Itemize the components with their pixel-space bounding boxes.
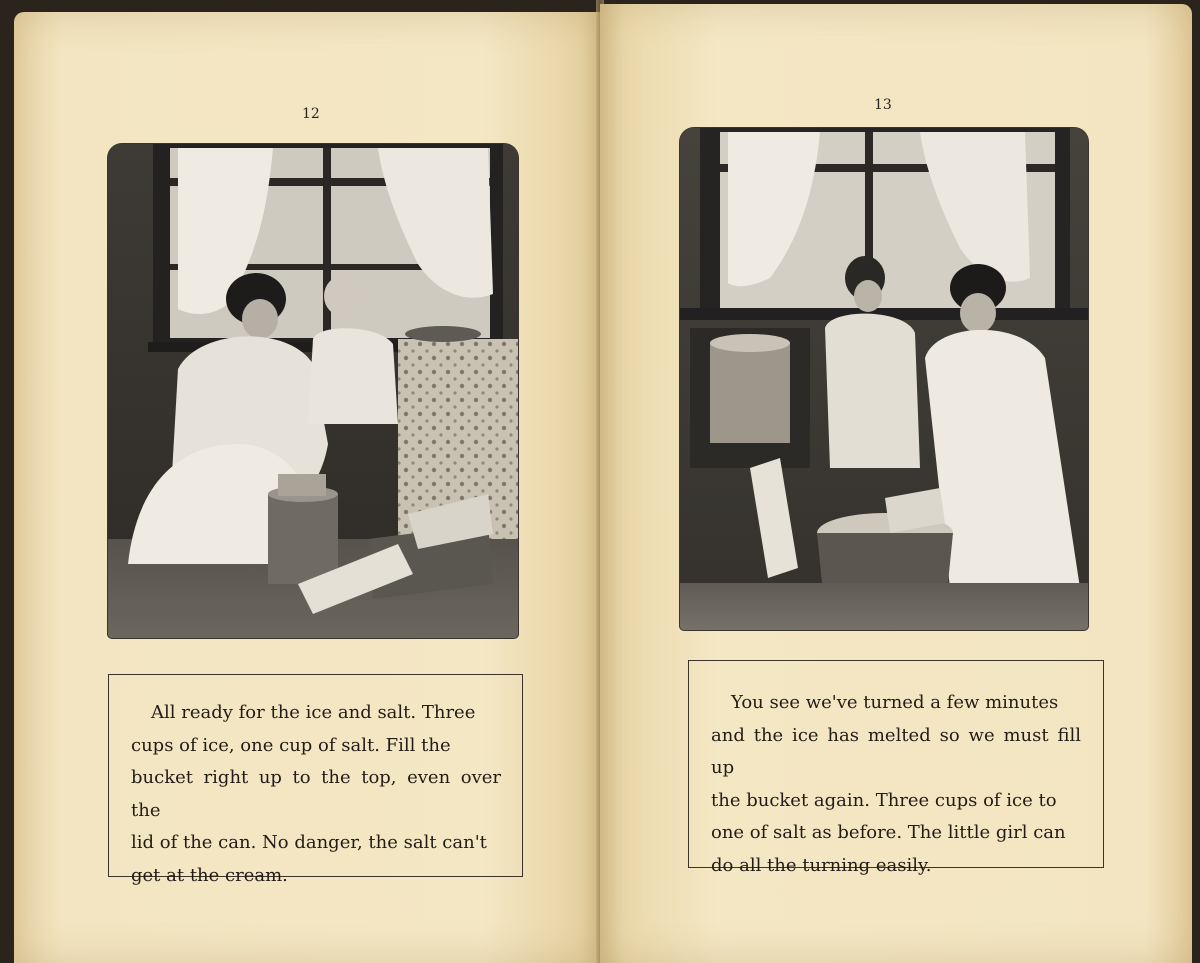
caption-right-line-2: and the ice has melted so we must fill up [711, 724, 1081, 778]
left-page [14, 12, 600, 963]
photo-woman-and-girl-packing-freezer [108, 144, 518, 638]
caption-right-line-4: one of salt as before. The little girl can [711, 822, 1066, 843]
caption-left [131, 697, 501, 892]
caption-left-line-5: get at the cream. [131, 864, 288, 886]
caption-right-line-1: You see we've turned a few minutes [731, 692, 1059, 713]
caption-right-line-5: do all the turning easily. [711, 854, 932, 876]
caption-right [711, 687, 1081, 882]
caption-left-line-4: lid of the can. No danger, the salt can't [131, 832, 487, 853]
photo-girl-turning-freezer [680, 128, 1088, 630]
right-page [600, 4, 1192, 963]
caption-box-left [108, 674, 523, 886]
caption-right-line-3: the bucket again. Three cups of ice to [711, 789, 1057, 811]
page-number-right: 13 [874, 97, 892, 113]
caption-left-line-3: bucket right up to the top, even over the [131, 767, 501, 821]
page-number-left: 12 [302, 106, 320, 122]
caption-left-line-2: cups of ice, one cup of salt. Fill the [131, 734, 451, 756]
caption-box-right [688, 660, 1104, 876]
caption-left-line-1: All ready for the ice and salt. Three [151, 702, 476, 723]
